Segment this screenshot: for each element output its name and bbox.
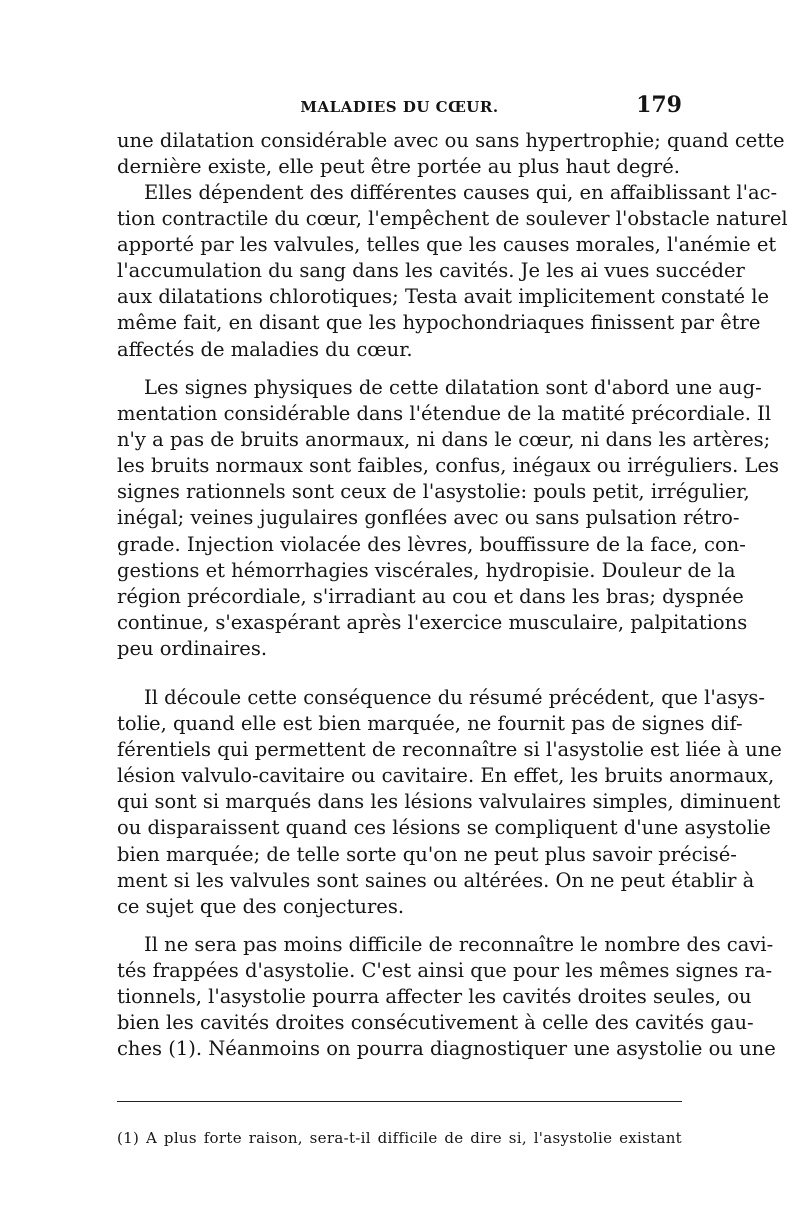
text-line: gestions et hémorrhagies viscérales, hydropisie. Douleur de la [117,558,736,582]
footnote-divider [117,1101,682,1102]
paragraph-causes [117,180,788,363]
text-line: même fait, en disant que les hypochondriaques finissent par être [117,311,761,335]
text-line: tionnels, l'asystolie pourra affecter les cavités droites seules, ou [117,985,752,1009]
text-line: mentation considérable dans l'étendue de la matité précordiale. Il [117,402,772,426]
text-line: bien marquée; de telle sorte qu'on ne peut plus savoir précisé- [117,842,737,866]
text-line: dernière existe, elle peut être portée au plus haut degré. [117,155,680,179]
footnote: (1) A plus forte raison, sera-t-il difficile de dire si, l'asystolie existant [117,1129,682,1147]
text-line: qui sont si marqués dans les lésions valvulaires simples, diminuent [117,790,781,814]
text-line: ce sujet que des conjectures. [117,894,405,918]
text-line: les bruits normaux sont faibles, confus, inégaux ou irréguliers. Les [117,454,779,478]
text-line: apporté par les valvules, telles que les causes morales, l'anémie et [117,233,777,257]
text-line: aux dilatations chlorotiques; Testa avait implicitement constaté le [117,285,770,309]
text-line: n'y a pas de bruits anormaux, ni dans le cœur, ni dans les artères; [117,428,771,452]
text-line: férentiels qui permettent de reconnaître si l'asystolie est liée à une [117,738,782,762]
text-line: grade. Injection violacée des lèvres, bouffissure de la face, con- [117,532,746,556]
text-line: tés frappées d'asystolie. C'est ainsi que pour les mêmes signes ra- [117,959,773,983]
text-line: région précordiale, s'irradiant au cou et dans les bras; dyspnée [117,584,744,608]
paragraph-signs [117,375,779,662]
text-line: ches (1). Néanmoins on pourra diagnostiquer une asystolie ou une [117,1037,776,1061]
text-line: une dilatation considérable avec ou sans hypertrophie; quand cette [117,129,785,152]
paragraph-cavities [117,932,776,1062]
text-line: bien les cavités droites consécutivement à celle des cavités gau- [117,1011,754,1035]
running-head [117,92,682,122]
text-line: ment si les valvules sont saines ou altérées. On ne peut établir à [117,868,755,892]
text-line: Il ne sera pas moins difficile de reconnaître le nombre des cavi- [144,933,774,956]
text-line: l'accumulation du sang dans les cavités. Je les ai vues succéder [117,259,745,283]
text-line: signes rationnels sont ceux de l'asystolie: pouls petit, irrégulier, [117,480,750,504]
paragraph-consequence [117,685,782,920]
text-line: peu ordinaires. [117,636,268,660]
text-line: tolie, quand elle est bien marquée, ne fournit pas de signes dif- [117,712,743,736]
text-line: Elles dépendent des différentes causes qui, en affaiblissant l'ac- [144,181,778,204]
text-line: tion contractile du cœur, l'empêchent de soulever l'obstacle naturel [117,207,788,231]
text-line: lésion valvulo-cavitaire ou cavitaire. En effet, les bruits anormaux, [117,764,775,788]
paragraph-continuation [117,128,785,180]
page-number: 179 [636,92,682,118]
text-line: Les signes physiques de cette dilatation sont d'abord une aug- [144,376,762,399]
text-line: Il découle cette conséquence du résumé précédent, que l'asys- [144,686,765,709]
text-line: ou disparaissent quand ces lésions se compliquent d'une asystolie [117,816,771,840]
text-line: inégal; veines jugulaires gonflées avec ou sans pulsation rétro- [117,506,740,530]
text-line: affectés de maladies du cœur. [117,337,413,361]
running-title: MALADIES DU CŒUR. [300,98,499,116]
text-line: continue, s'exaspérant après l'exercice musculaire, palpitations [117,610,748,634]
